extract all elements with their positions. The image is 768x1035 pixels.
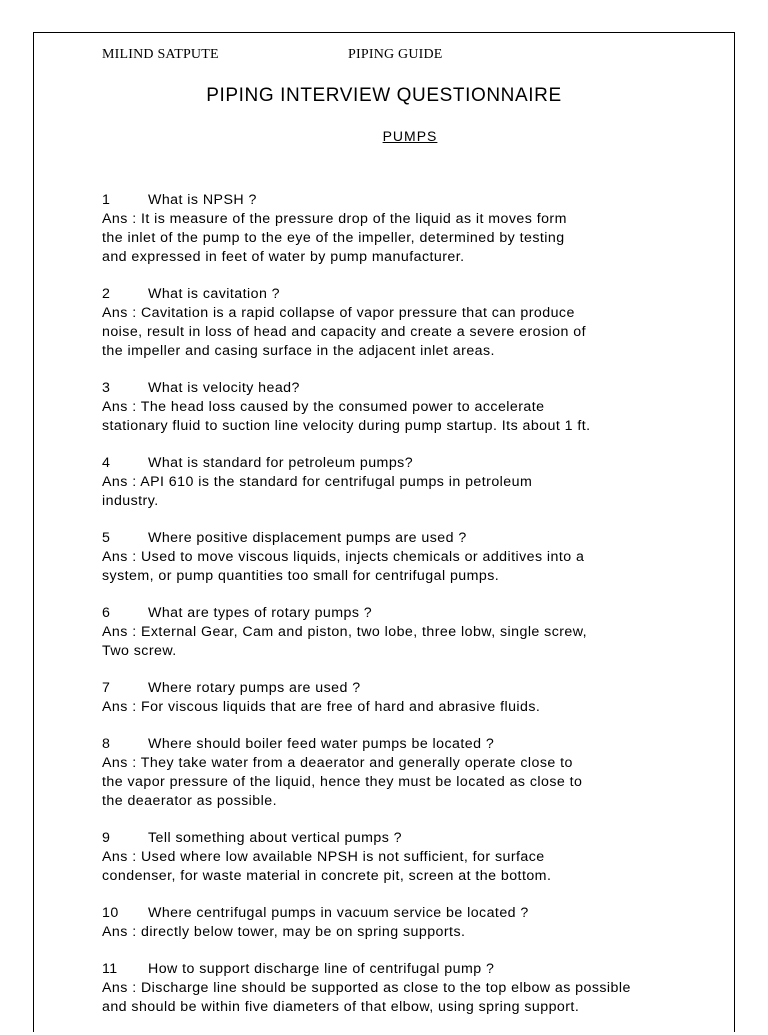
question-text: Where centrifugal pumps in vacuum service be located ?	[148, 905, 529, 921]
question	[102, 191, 727, 210]
question	[102, 529, 727, 548]
question-text: What is velocity head?	[148, 380, 300, 396]
document-title: PIPING INTERVIEW QUESTIONNAIRE	[206, 85, 562, 106]
qa-list	[102, 191, 727, 1035]
qa-item	[102, 191, 727, 267]
answer: Ans : Cavitation is a rapid collapse of vapor pressure that can produce noise, result in loss of head and capacity and create a severe erosion of the impeller and casing surface in the adjacent inlet areas.	[102, 305, 586, 359]
question	[102, 960, 727, 979]
question-text: What are types of rotary pumps ?	[148, 605, 373, 621]
answer: Ans : The head loss caused by the consumed power to accelerate stationary fluid to suction line velocity during pump startup. Its about 1 ft.	[102, 399, 591, 434]
question-text: What is standard for petroleum pumps?	[148, 455, 414, 471]
answer: Ans : External Gear, Cam and piston, two lobe, three lobw, single screw, Two screw.	[102, 624, 588, 659]
answer: Ans : For viscous liquids that are free of hard and abrasive fluids.	[102, 699, 541, 715]
question-number: 8	[102, 736, 111, 752]
question-text: Tell something about vertical pumps ?	[148, 830, 403, 846]
question	[102, 829, 727, 848]
question	[102, 904, 727, 923]
answer: Ans : Discharge line should be supported as close to the top elbow as possible and should be within five diameters of that elbow, using spring support.	[102, 980, 631, 1015]
question-number: 4	[102, 455, 111, 471]
question-number: 9	[102, 830, 111, 846]
qa-item	[102, 454, 727, 511]
qa-item	[102, 604, 727, 661]
question-text: Where positive displacement pumps are used ?	[148, 530, 467, 546]
question-number: 10	[102, 905, 119, 921]
qa-item	[102, 379, 727, 436]
answer: Ans : It is measure of the pressure drop of the liquid as it moves form the inlet of the pump to the eye of the impeller, determined by testing and expressed in feet of water by pump manufacturer.	[102, 211, 567, 265]
qa-item	[102, 904, 727, 942]
qa-item	[102, 735, 727, 811]
question	[102, 604, 727, 623]
question	[102, 454, 727, 473]
answer: Ans : Used to move viscous liquids, injects chemicals or additives into a system, or pump quantities too small for centrifugal pumps.	[102, 549, 585, 584]
qa-item	[102, 960, 727, 1017]
question-number: 2	[102, 286, 111, 302]
question	[102, 379, 727, 398]
question-text: Where rotary pumps are used ?	[148, 680, 361, 696]
question-number: 6	[102, 605, 111, 621]
qa-item	[102, 285, 727, 361]
header-author: MILIND SATPUTE	[102, 47, 219, 62]
answer: Ans : Used where low available NPSH is not sufficient, for surface condenser, for waste material in concrete pit, screen at the bottom.	[102, 849, 552, 884]
qa-item	[102, 829, 727, 886]
section-heading: PUMPS	[382, 128, 438, 144]
question-number: 3	[102, 380, 111, 396]
answer: Ans : They take water from a deaerator and generally operate close to the vapor pressure of the liquid, hence they must be located as close to the deaerator as possible.	[102, 755, 583, 809]
header-guide: PIPING GUIDE	[348, 47, 443, 62]
question-text: What is cavitation ?	[148, 286, 281, 302]
question	[102, 285, 727, 304]
qa-item	[102, 529, 727, 586]
question-number: 7	[102, 680, 111, 696]
question-text: What is NPSH ?	[148, 192, 257, 208]
question	[102, 679, 727, 698]
question	[102, 735, 727, 754]
question-text: How to support discharge line of centrifugal pump ?	[148, 961, 495, 977]
question-text: Where should boiler feed water pumps be located ?	[148, 736, 495, 752]
answer: Ans : directly below tower, may be on spring supports.	[102, 924, 466, 940]
question-number: 1	[102, 192, 111, 208]
qa-item	[102, 679, 727, 717]
question-number: 5	[102, 530, 111, 546]
question-number: 11	[102, 961, 118, 977]
answer: Ans : API 610 is the standard for centrifugal pumps in petroleum industry.	[102, 474, 533, 509]
